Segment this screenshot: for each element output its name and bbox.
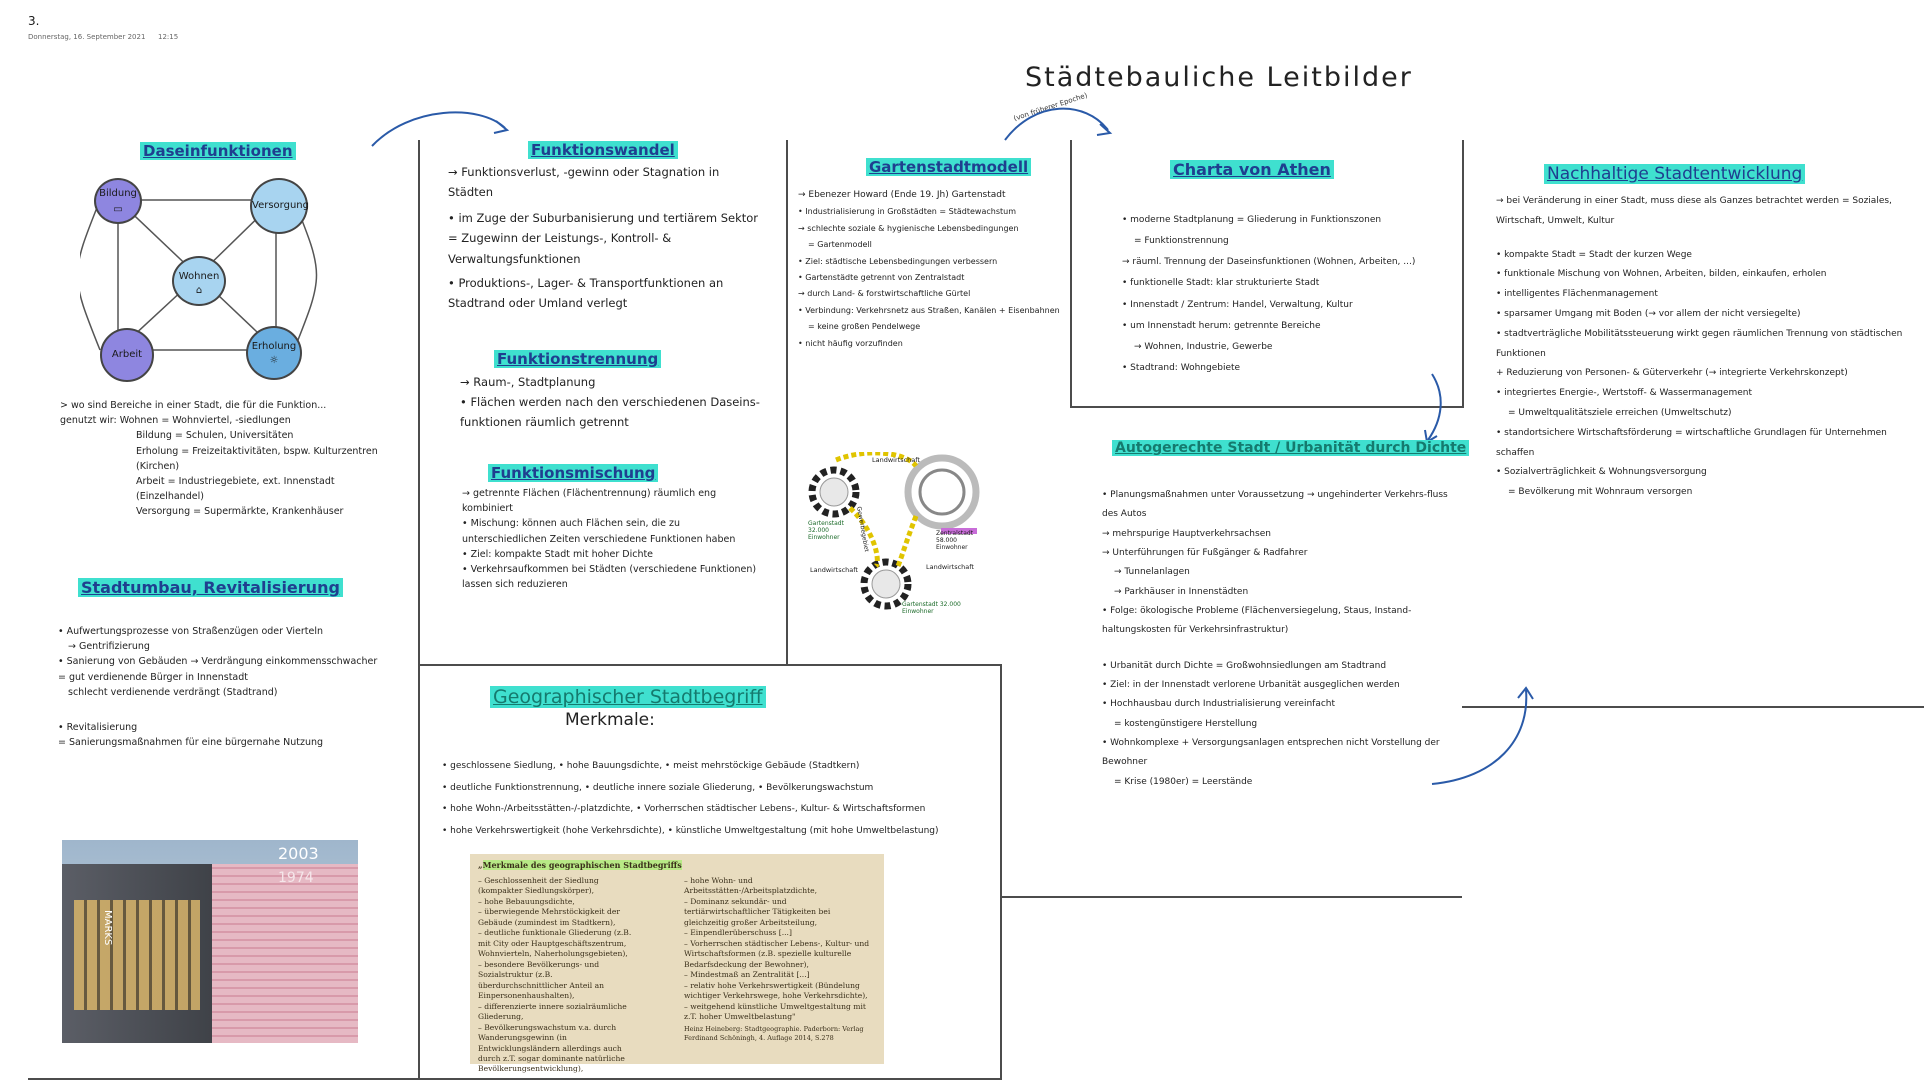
charta-line: • Innenstadt / Zentrum: Handel, Verwaltung, Kultur	[1122, 299, 1353, 310]
quote-item: – Vorherrschen städtischer Lebens-, Kultur- und Wirtschaftsformen (z.B. spezielle kulturelle Bedarfsdeckung der Bewohner),	[684, 938, 870, 969]
autogerechte-notes	[1102, 486, 1452, 792]
page-date: Donnerstag, 16. September 2021	[28, 33, 146, 41]
geo-line: • geschlossene Siedlung, • hohe Bauungsdichte, • meist mehrstöckige Gebäude (Stadtkern)	[442, 761, 860, 771]
funktionsmischung-title: Funktionsmischung	[488, 464, 658, 482]
photo-building-right	[212, 864, 358, 1043]
charta-line: • Stadtrand: Wohngebiete	[1122, 362, 1241, 373]
node-versorgung: Versorgung	[250, 178, 308, 234]
funktionswandel-line: • im Zuge der Suburbanisierung und tertiärem Sektor = Zugewinn der Leistungs-, Kontroll- & Verwaltungsfunktionen	[448, 211, 759, 266]
sun-icon: ☼	[269, 355, 279, 366]
autogerechte-title: Autogerechte Stadt / Urbanität durch Dichte	[1112, 440, 1469, 456]
label-landwirtschaft-right: Landwirtschaft	[926, 563, 974, 571]
charta-line: • funktionelle Stadt: klar strukturierte Stadt	[1122, 278, 1320, 289]
label-zentralstadt: Zentralstadt 58.000 Einwohner	[936, 530, 974, 551]
stadtumbau-line: = Sanierungsmaßnahmen für eine bürgernahe Nutzung	[58, 737, 324, 749]
gartenstadt-line: • Gartenstädte getrennt von Zentralstadt	[798, 273, 965, 282]
stadtumbau-line: = gut verdienende Bürger in Innenstadt	[58, 671, 248, 683]
funktionsmischung-line: → getrennte Flächen (Flächentrennung) räumlich eng kombiniert	[462, 488, 717, 515]
geo-line: • hohe Wohn-/Arbeitsstätten-/-platzdichte, • Vorherrschen städtischer Lebens-, Kultur- & Wirtschaftsformen	[442, 804, 926, 815]
geo-line: • hohe Verkehrswertigkeit (hohe Verkehrsdichte), • künstliche Umweltgestaltung (mit hohe Umweltbelastung)	[442, 825, 939, 836]
autogerechte-line: = kostengünstigere Herstellung	[1114, 718, 1258, 729]
nachhaltige-line: • sparsamer Umgang mit Boden (→ vor allem der nicht versiegelte)	[1496, 308, 1801, 319]
quote-item: – Bevölkerungswachstum v.a. durch Wanderungsgewinn (in Entwicklungsländern allerdings auch durch z.T. sogar dominante natürliche Bevölkerungsentwicklung),	[478, 1022, 625, 1074]
nachhaltige-line: = Bevölkerung mit Wohnraum versorgen	[1508, 487, 1693, 498]
funktionsmischung-line: • Verkehrsaufkommen bei Städten (verschiedene Funktionen) lassen sich reduzieren	[462, 563, 757, 591]
autogerechte-line: • Urbanität durch Dichte = Großwohnsiedlungen am Stadtrand	[1102, 660, 1387, 671]
page-number: 3.	[28, 14, 40, 28]
nachhaltige-line: • standortsichere Wirtschaftsförderung = wirtschaftliche Grundlagen für Unternehmen schaffen	[1496, 427, 1887, 458]
autogerechte-line: • Planungsmaßnahmen unter Voraussetzung → ungehinderter Verkehrs-fluss des Autos	[1102, 490, 1448, 520]
quote-item: – deutliche funktionale Gliederung (z.B. mit City oder Hauptgeschäftszentrum, Wohnvierteln, Naherholungsgebieten),	[478, 928, 632, 959]
funktionswandel-notes	[448, 162, 766, 313]
geo-line: • deutliche Funktionstrennung, • deutliche innere soziale Gliederung, • Bevölkerungswachstum	[442, 782, 874, 793]
label-landwirtschaft-left: Landwirtschaft	[810, 566, 858, 574]
label-gartenstadt-left: Gartenstadt 32.000 Einwohner	[808, 520, 844, 541]
photo-year-2003: 2003	[278, 844, 319, 863]
nachhaltige-line: • stadtverträgliche Mobilitätssteuerung wirkt gegen räumlichen Trennung von städtischen Funktionen	[1496, 328, 1903, 359]
geo-quote-box	[470, 854, 884, 1074]
funktionswandel-title: Funktionswandel	[528, 141, 678, 159]
autogerechte-line: → Tunnelanlagen	[1114, 567, 1190, 578]
daseins-line: genutzt wir: Wohnen = Wohnviertel, -siedlungen	[60, 415, 291, 427]
funktionsmischung-line: • Ziel: kompakte Stadt mit hoher Dichte	[462, 548, 654, 560]
gartenstadt-title: Gartenstadtmodell	[866, 158, 1031, 176]
nachhaltige-title: Nachhaltige Stadtentwicklung	[1544, 164, 1805, 184]
daseins-notes	[60, 398, 400, 520]
gartenstadt-line: → durch Land- & forstwirtschaftliche Gürtel	[798, 289, 971, 299]
funktionswandel-line: • Produktions-, Lager- & Transportfunktionen an Stadtrand oder Umland verlegt	[448, 275, 724, 310]
geo-subtitle: Merkmale:	[565, 710, 655, 730]
nachhaltige-line: • funktionale Mischung von Wohnen, Arbeiten, bilden, einkaufen, erholen	[1496, 269, 1827, 280]
nachhaltige-line: • integriertes Energie-, Wertstoff- & Wassermanagement	[1496, 388, 1753, 399]
daseins-line: Erholung = Freizeitaktivitäten, bspw. Kulturzentren (Kirchen)	[136, 445, 378, 472]
charta-line: • um Innenstadt herum: getrennte Bereiche	[1122, 320, 1321, 331]
quote-item: – besondere Bevölkerungs- und Sozialstruktur (z.B. überdurchschnittlicher Anteil an Einpersonenhaushalten),	[478, 959, 605, 1001]
photo-windows	[74, 900, 200, 1010]
quote-item: – Geschlossenheit der Siedlung (kompakter Siedlungskörper),	[478, 876, 599, 896]
quote-item: – weitgehend künstliche Umweltgestaltung mit z.T. hoher Umweltbelastung"	[684, 1001, 866, 1022]
gartenstadt-line: → Ebenezer Howard (Ende 19. Jh) Gartenstadt	[798, 190, 1006, 200]
house-icon: ⌂	[195, 285, 203, 296]
autogerechte-line: → Unterführungen für Fußgänger & Radfahrer	[1102, 548, 1308, 559]
nachhaltige-line: + Reduzierung von Personen- & Güterverkehr (→ integrierte Verkehrskonzept)	[1496, 368, 1848, 379]
daseins-title: Daseinfunktionen	[140, 142, 296, 160]
charta-notes	[1122, 210, 1462, 379]
stadtumbau-title: Stadtumbau, Revitalisierung	[78, 578, 343, 597]
photo-sign: MARKS	[102, 910, 113, 946]
quote-item: – Mindestmaß an Zentralität [...]	[684, 970, 810, 980]
gartenstadt-line: • nicht häufig vorzufinden	[798, 338, 903, 348]
quote-item: – differenzierte innere sozialräumliche Gliederung,	[478, 1001, 627, 1022]
quote-source: Heinz Heineberg: Stadtgeographie. Paderborn: Verlag Ferdinand Schöningh, 4. Auflage 2014, S.278	[684, 1024, 864, 1042]
node-wohnen: Wohnen ⌂	[172, 256, 226, 306]
gartenstadt-line: = keine großen Pendelwege	[808, 322, 921, 332]
funktionsmischung-line: • Mischung: können auch Flächen sein, die zu unterschiedlichen Zeiten verschiedene Funktionen haben	[462, 518, 736, 545]
autogerechte-line: • Wohnkomplexe + Versorgungsanlagen entsprechen nicht Vorstellung der Bewohner	[1102, 738, 1440, 768]
node-bildung: Bildung ▭	[94, 178, 142, 224]
funktionstrennung-title: Funktionstrennung	[494, 350, 661, 368]
funktionstrennung-notes	[460, 372, 766, 432]
arrow-note: (von früherer Epoche)	[1012, 91, 1089, 123]
charta-line: = Funktionstrennung	[1134, 236, 1229, 247]
autogerechte-line: → mehrspurige Hauptverkehrsachsen	[1102, 528, 1271, 539]
funktionswandel-line: → Funktionsverlust, -gewinn oder Stagnation in Städten	[448, 165, 720, 200]
geo-quote-right	[684, 876, 874, 1043]
charta-line: → Wohnen, Industrie, Gewerbe	[1134, 341, 1273, 352]
funktionsmischung-notes	[462, 486, 766, 592]
daseins-line: > wo sind Bereiche in einer Stadt, die für die Funktion...	[60, 400, 327, 411]
daseins-line: Versorgung = Supermärkte, Krankenhäuser	[136, 506, 344, 518]
stadtumbau-line: • Revitalisierung	[58, 721, 138, 733]
label-gartenstadt-bottom: Gartenstadt 32.000 Einwohner	[902, 601, 961, 615]
stadtumbau-notes	[58, 624, 398, 750]
daseins-line: Arbeit = Industriegebiete, ext. Innenstadt (Einzelhandel)	[136, 475, 335, 503]
nachhaltige-line: • intelligentes Flächenmanagement	[1496, 289, 1658, 300]
funktionstrennung-line: • Flächen werden nach den verschiedenen Daseins-funktionen räumlich getrennt	[460, 395, 760, 430]
gartenstadt-line: • Verbindung: Verkehrsnetz aus Straßen, Kanälen + Eisenbahnen	[798, 305, 1060, 315]
label-landwirtschaft-top: Landwirtschaft	[872, 456, 920, 464]
label-gewerbe: Gewerbegebiet	[855, 506, 870, 553]
nachhaltige-line: • kompakte Stadt = Stadt der kurzen Wege	[1496, 249, 1692, 260]
nachhaltige-line: • Sozialverträglichkeit & Wohnungsversorgung	[1496, 467, 1707, 478]
geo-quote-left	[478, 876, 633, 1075]
main-title: Städtebauliche Leitbilder	[1025, 62, 1413, 93]
autogerechte-line: • Hochhausbau durch Industrialisierung vereinfacht	[1102, 699, 1336, 710]
quote-item: – Dominanz sekundär- und tertiärwirtschaftlicher Tätigkeiten bei gleichzeitig großer Arbeitsteilung,	[684, 896, 831, 927]
building-photo	[62, 840, 358, 1043]
nachhaltige-line: → bei Veränderung in einer Stadt, muss diese als Ganzes betrachtet werden = Soziales, Wirtschaft, Umwelt, Kultur	[1496, 196, 1892, 226]
autogerechte-line: • Ziel: in der Innenstadt verlorene Urbanität ausgeglichen werden	[1102, 680, 1400, 691]
gartenstadt-line: • Industrialisierung in Großstädten = Städtewachstum	[798, 207, 1016, 217]
page-time: 12:15	[158, 33, 179, 41]
gartenstadt-line: • Ziel: städtische Lebensbedingungen verbessern	[798, 256, 998, 266]
geo-title: Geographischer Stadtbegriff	[490, 686, 766, 708]
funktionstrennung-line: → Raum-, Stadtplanung	[460, 375, 596, 389]
geo-notes	[442, 756, 992, 842]
nachhaltige-notes	[1496, 192, 1906, 503]
nachhaltige-line: = Umweltqualitätsziele erreichen (Umweltschutz)	[1508, 407, 1732, 418]
quote-item: – überwiegende Mehrstöckigkeit der Gebäude (zumindest im Stadtkern),	[478, 907, 620, 927]
node-erholung: Erholung ☼	[246, 326, 302, 380]
quote-item: – hohe Wohn- und Arbeitsstätten-/Arbeitsplatzdichte,	[684, 876, 818, 896]
gartenstadt-notes	[798, 186, 1066, 352]
daseins-line: Bildung = Schulen, Universitäten	[136, 430, 294, 442]
quote-item: – relativ hohe Verkehrswertigkeit (Bündelung wichtiger Verkehrswege, hohe Verkehrsdichte),	[684, 980, 868, 1001]
gartenstadt-line: = Gartenmodell	[808, 240, 872, 250]
stadtumbau-line: → Gentrifizierung	[68, 641, 150, 653]
book-icon: ▭	[113, 204, 123, 215]
geo-quote-title: „Merkmale des geographischen Stadtbegriffs	[478, 860, 682, 870]
quote-item: – hohe Bebauungsdichte,	[478, 896, 575, 906]
gartenstadt-line: → schlechte soziale & hygienische Lebensbedingungen	[798, 223, 1019, 233]
photo-year-1974: 1974	[278, 870, 314, 886]
charta-line: • moderne Stadtplanung = Gliederung in Funktionszonen	[1122, 215, 1382, 225]
stadtumbau-line: • Sanierung von Gebäuden → Verdrängung einkommensschwacher	[58, 656, 378, 668]
autogerechte-line: → Parkhäuser in Innenstädten	[1114, 586, 1249, 597]
stadtumbau-line: schlecht verdienende verdrängt (Stadtrand)	[68, 686, 278, 698]
autogerechte-line: • Folge: ökologische Probleme (Flächenversiegelung, Staus, Instand-haltungskosten für Verkehrsinfrastruktur)	[1102, 606, 1412, 636]
quote-item: – Einpendlerüberschuss [...]	[684, 928, 792, 938]
node-arbeit: Arbeit	[100, 328, 154, 382]
autogerechte-line: = Krise (1980er) = Leerstände	[1114, 776, 1253, 787]
charta-line: → räuml. Trennung der Daseinsfunktionen (Wohnen, Arbeiten, ...)	[1122, 257, 1416, 268]
stadtumbau-line: • Aufwertungsprozesse von Straßenzügen oder Vierteln	[58, 626, 323, 637]
charta-title: Charta von Athen	[1170, 160, 1334, 179]
